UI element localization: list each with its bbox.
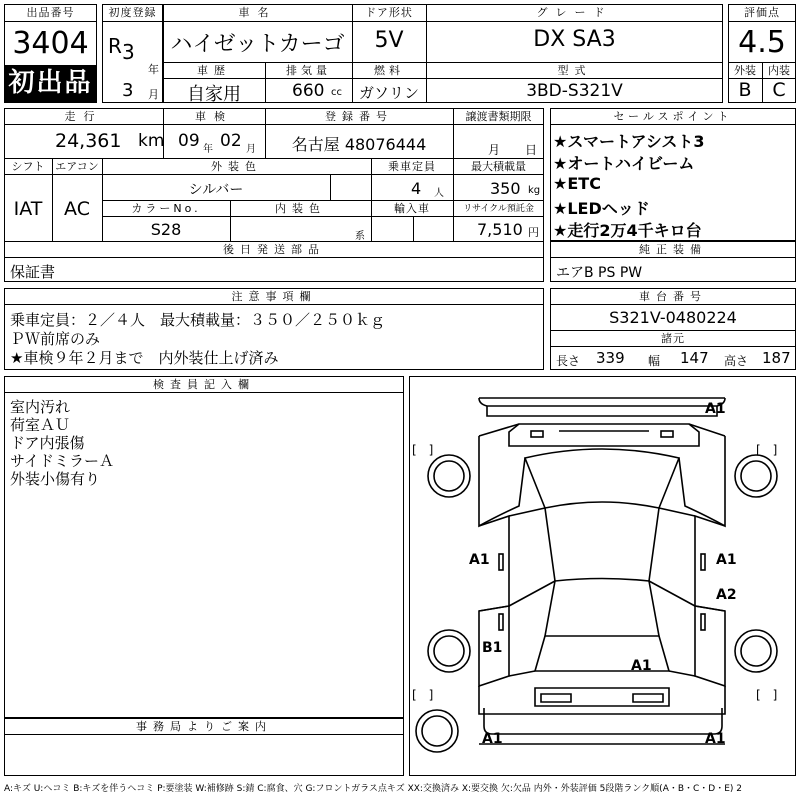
inspector-label: 検査員記入欄 xyxy=(153,378,255,391)
grade-label: グレード xyxy=(536,6,613,19)
legend-text: A:キズ U:ヘコミ B:キズを伴うヘコミ P:要塗装 W:補修跡 S:錆 C:腐食、穴 G:フロントガラス点キズ XX:交換済み X:要交換 欠:欠品 内外・外装評価 5段階ランク順(A・B・C・D・E) 2 xyxy=(4,784,743,794)
import-label: 輸入車 xyxy=(394,202,430,215)
reg-year: 3 xyxy=(122,40,135,64)
exterior-color: シルバー xyxy=(188,182,244,198)
inspector-line: サイドミラーＡ xyxy=(10,452,114,470)
interior-color-unit: 系 xyxy=(355,231,365,242)
era: R xyxy=(108,34,122,58)
displacement-unit: cc xyxy=(331,87,342,98)
damage-mark: A1 xyxy=(705,401,726,417)
notes-line: ★車検９年２月まで 内外装仕上げ済み xyxy=(10,349,279,367)
inspection-month-unit: 月 xyxy=(246,144,256,155)
recycle-label: リサイクル預託金 xyxy=(463,204,534,214)
length-label: 長さ xyxy=(556,354,581,368)
sales-point-item: ★ETC xyxy=(553,174,601,193)
equipment-label: 純正装備 xyxy=(639,243,707,256)
color-no: S28 xyxy=(150,220,182,239)
car-name: ハイゼットカーゴ xyxy=(170,32,345,57)
deadline-day: 日 xyxy=(525,143,538,157)
damage-mark: A1 xyxy=(705,731,726,747)
exterior-score-label: 外装 xyxy=(734,64,756,77)
recycle-fee: 7,510 xyxy=(477,220,523,239)
reg-month: 3 xyxy=(122,80,134,101)
door-label: ドア形状 xyxy=(365,6,413,19)
plate-label: 登録番号 xyxy=(325,110,393,123)
lot-label: 出品番号 xyxy=(26,6,75,19)
score: 4.5 xyxy=(738,25,786,60)
plate-number: 名古屋 48076444 xyxy=(291,135,427,154)
model: 3BD-S321V xyxy=(526,81,623,101)
mileage: 24,361 xyxy=(55,130,122,152)
chassis-number: S321V-0480224 xyxy=(609,308,737,327)
inspector-line: ドア内張傷 xyxy=(10,434,85,452)
capacity-label: 乗車定員 xyxy=(388,160,436,173)
door-type: 5V xyxy=(374,28,404,53)
interior-score-label: 内装 xyxy=(768,64,790,77)
notes-line: 乗車定員：２／４人 最大積載量：３５０／２５０ｋｇ xyxy=(10,311,386,329)
inspection-year: 09 xyxy=(178,131,200,151)
max-load-unit: kg xyxy=(528,185,541,196)
inspector-line: 室内汚れ xyxy=(10,398,71,416)
reg-year-unit: 年 xyxy=(148,63,159,76)
inspection-month: 02 xyxy=(220,131,242,151)
sales-point-item: ★オートハイビーム xyxy=(553,154,695,173)
notes-label: 注意事項欄 xyxy=(231,290,317,303)
score-label: 評価点 xyxy=(744,6,780,19)
displacement: 660 xyxy=(292,81,325,101)
grade: DX SA3 xyxy=(533,27,616,52)
spec-label: 諸元 xyxy=(661,332,685,345)
max-load: 350 xyxy=(490,179,521,198)
deadline-month: 月 xyxy=(488,143,501,157)
color-label: 外装色 xyxy=(211,160,262,173)
model-label: 型式 xyxy=(557,64,592,77)
inspection-label: 車検 xyxy=(195,110,233,123)
interior-score: C xyxy=(772,79,786,101)
recycle-unit: 円 xyxy=(528,226,539,239)
width-label: 幅 xyxy=(648,354,661,368)
mileage-unit: km xyxy=(138,131,165,151)
reg-month-unit: 月 xyxy=(148,88,159,101)
ac: AC xyxy=(64,198,90,220)
capacity-unit: 人 xyxy=(434,188,444,199)
damage-mark: A1 xyxy=(716,552,737,568)
ac-label: エアコン xyxy=(55,160,99,173)
lot-number: 3404 xyxy=(12,26,89,61)
history: 自家用 xyxy=(187,84,241,105)
capacity: 4 xyxy=(411,179,422,198)
damage-mark: A2 xyxy=(716,587,737,603)
car-name-label: 車名 xyxy=(238,6,277,19)
sales-points-label: セールスポイント xyxy=(613,110,733,123)
fuel-label: 燃料 xyxy=(374,64,404,77)
interior-color-label: 内装色 xyxy=(275,202,326,215)
sales-point-item: ★LEDヘッド xyxy=(553,199,650,218)
inspector-line: 外装小傷有り xyxy=(10,470,101,488)
diagram-bracket: [ ] xyxy=(756,443,778,457)
deadline-label: 譲渡書類期限 xyxy=(465,110,532,123)
later-parts-label: 後日発送部品 xyxy=(223,243,325,256)
color-no-label: カラーNo. xyxy=(131,202,201,215)
max-load-label: 最大積載量 xyxy=(471,160,526,173)
shift: IAT xyxy=(13,198,43,220)
first-registration-label: 初度登録 xyxy=(108,6,157,19)
fuel: ガソリン xyxy=(358,84,419,102)
height-label: 高さ xyxy=(724,354,749,368)
exterior-score: B xyxy=(738,79,752,101)
damage-mark: A1 xyxy=(469,552,490,568)
inspection-year-unit: 年 xyxy=(203,144,213,155)
width: 147 xyxy=(680,349,709,367)
sales-point-item: ★走行2万4千キロ台 xyxy=(553,221,702,240)
equipment-value: エアB PS PW xyxy=(556,265,643,281)
chassis-label: 車台番号 xyxy=(639,290,707,303)
diagram-bracket: [ ] xyxy=(756,688,778,702)
car-outline-diagram xyxy=(409,376,796,776)
damage-mark: A1 xyxy=(482,731,503,747)
mileage-label: 走行 xyxy=(64,110,103,123)
first-listing-badge: 初出品 xyxy=(5,65,96,102)
height: 187 xyxy=(762,349,791,367)
inspector-line: 荷室ＡＵ xyxy=(10,416,71,434)
notes-line: ＰＷ前席のみ xyxy=(10,330,101,348)
diagram-bracket: [ ] xyxy=(412,443,434,457)
later-parts: 保証書 xyxy=(10,263,56,281)
damage-mark: A1 xyxy=(631,658,652,674)
sales-point-item: ★スマートアシスト3 xyxy=(553,132,705,151)
shift-label: シフト xyxy=(11,160,45,173)
displacement-label: 排気量 xyxy=(286,64,331,77)
length: 339 xyxy=(596,349,625,367)
history-label: 車歴 xyxy=(197,64,231,77)
damage-mark: B1 xyxy=(482,640,503,656)
office-label: 事務局よりご案内 xyxy=(136,720,272,733)
diagram-bracket: [ ] xyxy=(412,688,434,702)
